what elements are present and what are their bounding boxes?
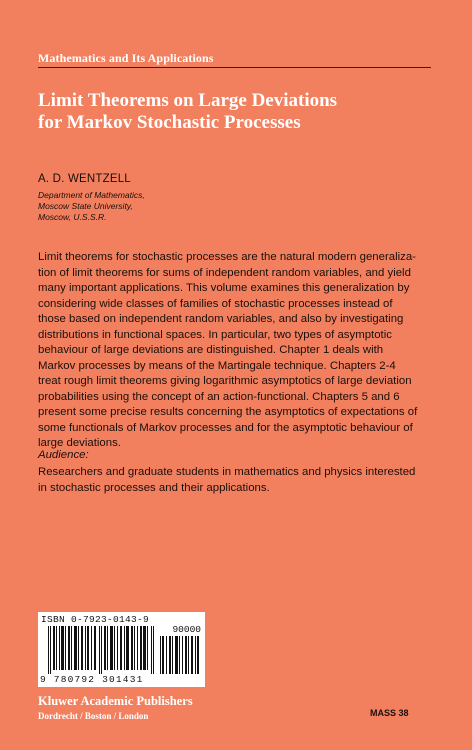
title-line: for Markov Stochastic Processes <box>38 112 301 133</box>
ean-barcode-bars <box>48 626 158 674</box>
isbn-text: ISBN 0-7923-0143-9 <box>41 614 150 625</box>
publisher-name: Kluwer Academic Publishers <box>38 694 193 708</box>
affiliation-line: Moscow, U.S.S.R. <box>38 212 107 222</box>
description-line: probabilities using the concept of an action-functional. Chapters 5 and 6 <box>38 390 400 403</box>
description-line: Markov processes by means of the Martingale technique. Chapters 2-4 <box>38 359 396 372</box>
affiliation-line: Moscow State University, <box>38 201 133 211</box>
description-line: many important applications. This volume examines this generalization by <box>38 282 410 294</box>
ean-number: 9 780792 301431 <box>40 674 144 685</box>
author-affiliation <box>38 190 145 223</box>
series-code: MASS 38 <box>370 708 409 718</box>
description-line: Limit theorems for stochastic processes are the natural modern generaliza- <box>38 251 416 263</box>
description-line: those based on independent random variables, and also by investigating <box>38 313 404 325</box>
audience-text <box>38 465 415 496</box>
price-addon-bars <box>160 636 200 674</box>
audience-line: in stochastic processes and their applications. <box>38 481 270 494</box>
description-line: behaviour of large deviations are distinguished. Chapter 1 deals with <box>38 344 384 356</box>
author-name: A. D. WENTZELL <box>38 173 131 185</box>
barcode <box>38 612 205 687</box>
description-line: distributions in functional spaces. In particular, two types of asymptotic <box>38 328 392 341</box>
description-line: large deviations. <box>38 437 121 449</box>
audience-label: Audience: <box>38 449 89 461</box>
audience-line: Researchers and graduate students in mathematics and physics interested <box>38 466 416 478</box>
series-rule <box>38 67 431 68</box>
description-line: some functionals of Markov processes and for the asymptotic behaviour of <box>38 421 413 434</box>
description <box>38 250 443 452</box>
publisher-cities: Dordrecht / Boston / London <box>38 711 149 721</box>
description-line: tion of limit theorems for sums of independent random variables, and yield <box>38 266 411 279</box>
price-code: 90000 <box>172 624 201 635</box>
book-title <box>38 90 438 134</box>
series-name: Mathematics and Its Applications <box>38 51 214 65</box>
description-line: present some precise results concerning the asymptotics of expectations of <box>38 406 418 418</box>
description-line: considering wide classes of families of stochastic processes instead of <box>38 297 393 310</box>
affiliation-line: Department of Mathematics, <box>38 190 145 200</box>
description-line: treat rough limit theorems giving logarithmic asymptotics of large deviation <box>38 375 412 387</box>
title-line: Limit Theorems on Large Deviations <box>38 90 338 111</box>
